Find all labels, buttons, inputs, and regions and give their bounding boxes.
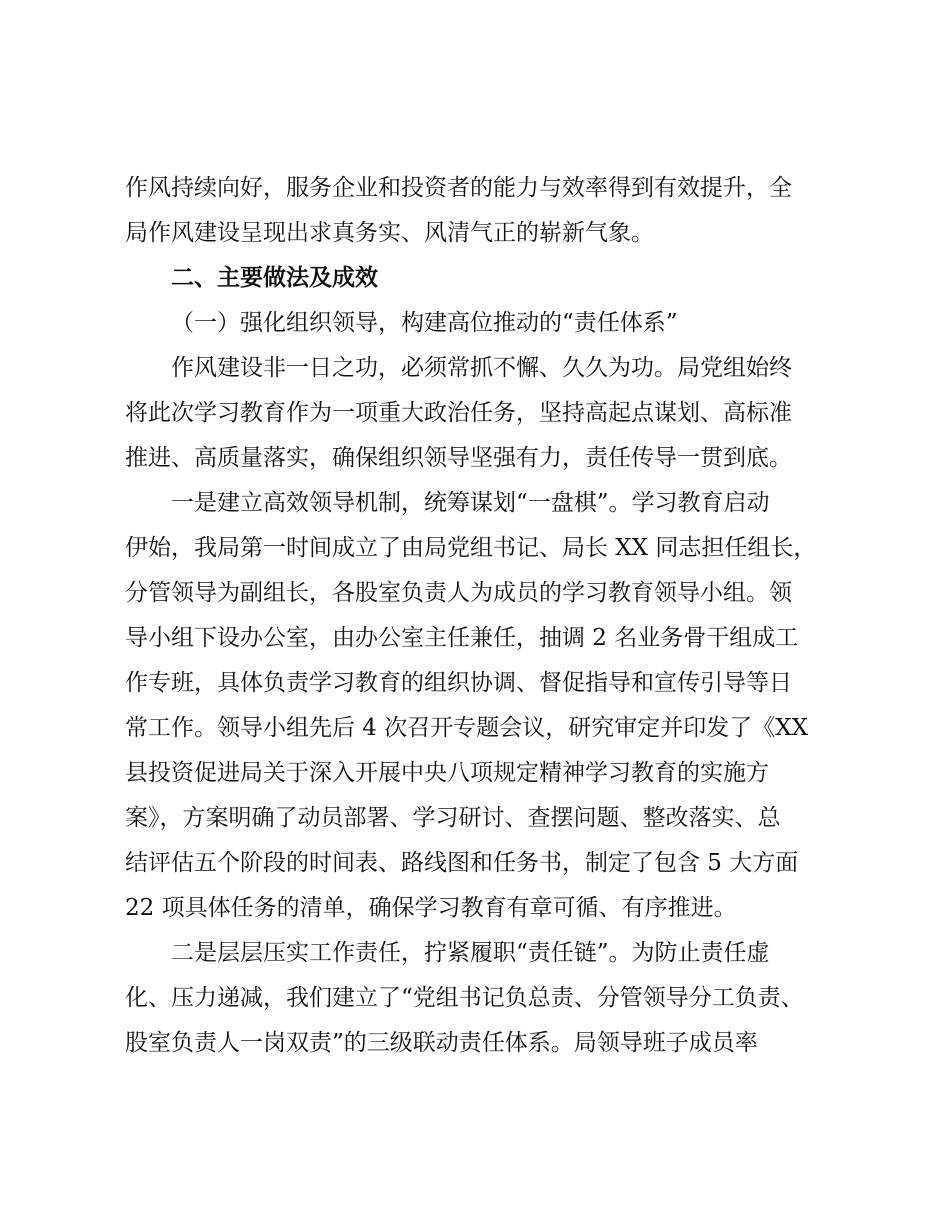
body-line: 22 项具体任务的清单，确保学习教育有章可循、有序推进。 [125,895,737,921]
body-line: 分管领导为副组长，各股室负责人为成员的学习教育领导小组。领 [125,580,792,606]
body-line: 将此次学习教育作为一项重大政治任务，坚持高起点谋划、高标准 [125,400,792,426]
body-line: 股室负责人一岗双责”的三级联动责任体系。局领导班子成员率 [125,1030,758,1056]
body-line: 案》，方案明确了动员部署、学习研讨、查摆问题、整改落实、总 [125,805,781,831]
body-line: 化、压力递减，我们建立了“党组书记负总责、分管领导分工负责、 [125,985,804,1011]
body-line: 局作风建设呈现出求真务实、风清气正的崭新气象。 [125,220,654,246]
body-line: 县投资促进局关于深入开展中央八项规定精神学习教育的实施方 [125,760,769,786]
document-body [125,166,835,1066]
section-heading: 二、主要做法及成效 [171,265,378,291]
body-line: 作专班，具体负责学习教育的组织协调、督促指导和宣传引导等日 [125,670,792,696]
body-line: 推进、高质量落实，确保组织领导坚强有力，责任传导一贯到底。 [125,445,792,471]
paragraph-start-line: 二是层层压实工作责任，拧紧履职“责任链”。为防止责任虚 [171,940,770,966]
paragraph-start-line: 一是建立高效领导机制，统筹谋划“一盘棋”。学习教育启动 [171,490,770,516]
body-line: 伊始，我局第一时间成立了由局党组书记、局长 XX 同志担任组长， [125,535,817,561]
body-line: 常工作。领导小组先后 4 次召开专题会议，研究审定并印发了《XX [125,715,809,741]
body-line: 结评估五个阶段的时间表、路线图和任务书，制定了包含 5 大方面 [125,850,799,876]
body-line: 作风持续向好，服务企业和投资者的能力与效率得到有效提升，全 [125,175,792,201]
body-line: 导小组下设办公室，由办公室主任兼任，抽调 2 名业务骨干组成工 [125,625,799,651]
subsection-heading: （一）强化组织领导，构建高位推动的“责任体系” [171,310,678,336]
paragraph-start-line: 作风建设非一日之功，必须常抓不懈、久久为功。局党组始终 [171,355,792,381]
